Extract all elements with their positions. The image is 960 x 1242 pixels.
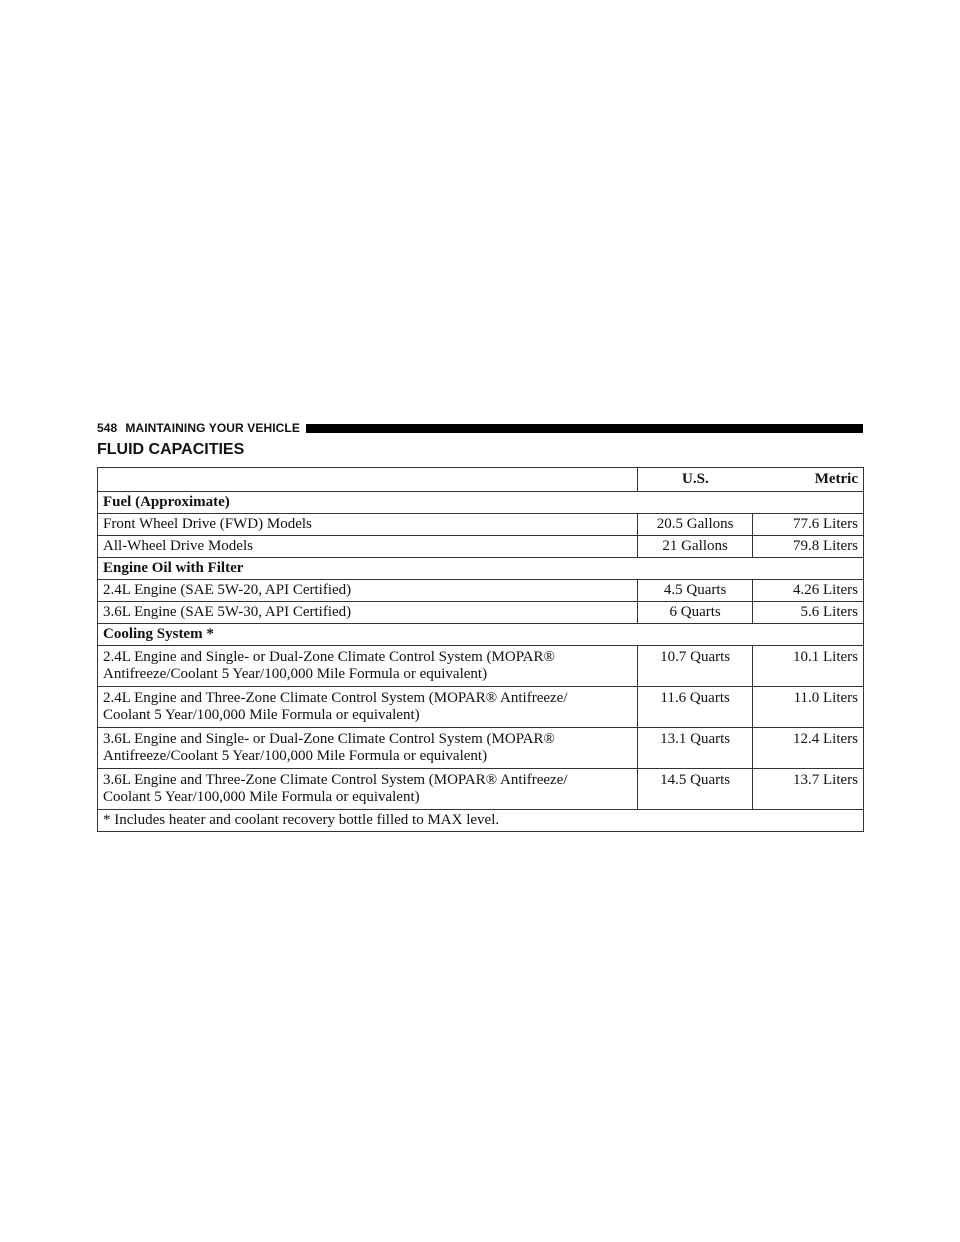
page-title: FLUID CAPACITIES bbox=[97, 441, 245, 458]
table-row bbox=[98, 602, 864, 624]
table-row bbox=[98, 728, 864, 769]
row-us-value: 11.6 Quarts bbox=[638, 687, 753, 728]
row-metric-value: 12.4 Liters bbox=[753, 728, 864, 769]
row-metric-value: 13.7 Liters bbox=[753, 769, 864, 810]
fluid-capacities-table bbox=[97, 467, 864, 832]
row-us-value: 21 Gallons bbox=[638, 536, 753, 558]
row-description bbox=[98, 646, 638, 687]
row-description-line: Coolant 5 Year/100,000 Mile Formula or equivalent) bbox=[103, 789, 420, 805]
row-description-line: 2.4L Engine and Three-Zone Climate Control System (MOPAR® Antifreeze/ bbox=[103, 690, 568, 706]
header-description-cell bbox=[98, 468, 638, 492]
table-row bbox=[98, 536, 864, 558]
group-heading-engine-oil: Engine Oil with Filter bbox=[98, 558, 864, 580]
row-description-line: Antifreeze/Coolant 5 Year/100,000 Mile Formula or equivalent) bbox=[103, 748, 488, 764]
footnote-row bbox=[98, 810, 864, 832]
row-us-value: 14.5 Quarts bbox=[638, 769, 753, 810]
row-description: 2.4L Engine (SAE 5W-20, API Certified) bbox=[98, 580, 638, 602]
page-header bbox=[97, 418, 863, 438]
group-heading-fuel: Fuel (Approximate) bbox=[98, 492, 864, 514]
row-metric-value: 5.6 Liters bbox=[753, 602, 864, 624]
section-title: MAINTAINING YOUR VEHICLE bbox=[125, 421, 300, 435]
header-metric-cell: Metric bbox=[753, 468, 864, 492]
group-row-engine-oil bbox=[98, 558, 864, 580]
row-us-value: 20.5 Gallons bbox=[638, 514, 753, 536]
group-row-cooling-system bbox=[98, 624, 864, 646]
row-description-line: Coolant 5 Year/100,000 Mile Formula or equivalent) bbox=[103, 707, 420, 723]
row-description-line: 3.6L Engine and Three-Zone Climate Control System (MOPAR® Antifreeze/ bbox=[103, 772, 568, 788]
row-us-value: 6 Quarts bbox=[638, 602, 753, 624]
row-description bbox=[98, 769, 638, 810]
table-header-row bbox=[98, 468, 864, 492]
row-description-line: 2.4L Engine and Single- or Dual-Zone Climate Control System (MOPAR® bbox=[103, 649, 555, 665]
row-metric-value: 11.0 Liters bbox=[753, 687, 864, 728]
row-description bbox=[98, 687, 638, 728]
header-us-cell: U.S. bbox=[638, 468, 753, 492]
table-row bbox=[98, 580, 864, 602]
row-metric-value: 10.1 Liters bbox=[753, 646, 864, 687]
page-number: 548 bbox=[97, 421, 118, 435]
row-description-line: Antifreeze/Coolant 5 Year/100,000 Mile Formula or equivalent) bbox=[103, 666, 488, 682]
row-us-value: 10.7 Quarts bbox=[638, 646, 753, 687]
row-us-value: 13.1 Quarts bbox=[638, 728, 753, 769]
row-metric-value: 79.8 Liters bbox=[753, 536, 864, 558]
row-description-line: 3.6L Engine and Single- or Dual-Zone Climate Control System (MOPAR® bbox=[103, 731, 555, 747]
row-description: Front Wheel Drive (FWD) Models bbox=[98, 514, 638, 536]
row-description bbox=[98, 728, 638, 769]
row-us-value: 4.5 Quarts bbox=[638, 580, 753, 602]
group-row-fuel bbox=[98, 492, 864, 514]
row-description: 3.6L Engine (SAE 5W-30, API Certified) bbox=[98, 602, 638, 624]
row-description: All-Wheel Drive Models bbox=[98, 536, 638, 558]
table-row bbox=[98, 646, 864, 687]
table-row bbox=[98, 687, 864, 728]
table-row bbox=[98, 514, 864, 536]
table-row bbox=[98, 769, 864, 810]
header-rule bbox=[306, 424, 863, 433]
row-metric-value: 4.26 Liters bbox=[753, 580, 864, 602]
row-metric-value: 77.6 Liters bbox=[753, 514, 864, 536]
table-footnote: * Includes heater and coolant recovery bottle filled to MAX level. bbox=[98, 810, 864, 832]
group-heading-cooling-system: Cooling System * bbox=[98, 624, 864, 646]
